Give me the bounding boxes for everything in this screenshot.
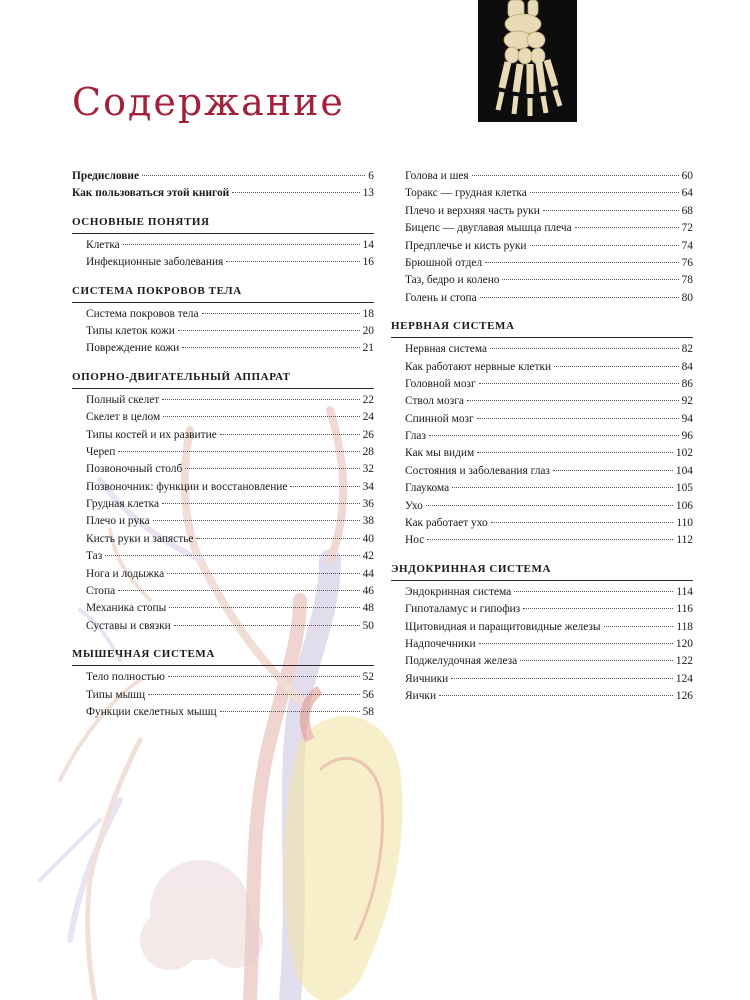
leader-dots [491, 522, 674, 523]
toc-entry-label: Грудная клетка [86, 498, 160, 511]
toc-entry-label: Состояния и заболевания глаз [405, 464, 550, 477]
toc-page-number: 72 [681, 222, 693, 235]
toc-entry[interactable] [72, 392, 374, 409]
page-title: Содержание [72, 80, 345, 124]
toc-page-number: 106 [675, 499, 693, 512]
leader-dots [290, 486, 359, 487]
toc-entry-label: Суставы и связки [86, 619, 171, 632]
toc-entry[interactable] [391, 238, 693, 255]
foot-skeleton-image [478, 0, 577, 122]
toc-page-number: 24 [362, 411, 374, 424]
toc-page-number: 32 [362, 463, 374, 476]
toc-page-number: 94 [681, 412, 693, 425]
toc-entry-label: Бицепс — двуглавая мышца плеча [405, 222, 572, 235]
toc-entry-label: Позвоночник: функции и восстановление [86, 480, 288, 493]
leader-dots [554, 366, 679, 367]
toc-page-number: 96 [681, 430, 693, 443]
leader-dots [123, 244, 360, 245]
toc-entry-label: Брюшной отдел [405, 256, 483, 269]
toc-entry[interactable] [72, 444, 374, 461]
toc-entry[interactable] [391, 515, 693, 532]
toc-entry[interactable] [391, 203, 693, 220]
toc-page-number: 114 [676, 585, 693, 598]
leader-dots [604, 626, 674, 627]
toc-entry-label: Механика стопы [86, 602, 167, 615]
toc-page-number: 58 [362, 705, 374, 718]
toc-entry[interactable] [391, 532, 693, 549]
toc-page-number: 92 [681, 395, 693, 408]
leader-dots [479, 383, 679, 384]
leader-dots [178, 330, 360, 331]
leader-dots [530, 245, 679, 246]
toc-entry-label: Головной мозг [405, 377, 476, 390]
toc-section [72, 284, 374, 358]
toc-entry-label: Таз, бедро и колено [405, 274, 500, 287]
toc-entry-label: Глаз [405, 430, 426, 443]
leader-dots [202, 313, 360, 314]
toc-entry[interactable] [72, 704, 374, 721]
toc-entry[interactable] [72, 600, 374, 617]
toc-right-column [391, 168, 693, 706]
leader-dots [530, 192, 679, 193]
toc-entry[interactable] [391, 671, 693, 688]
toc-entry[interactable] [72, 548, 374, 565]
leader-dots [118, 590, 359, 591]
toc-left-column [72, 168, 374, 721]
leader-dots [148, 694, 360, 695]
toc-section [72, 370, 374, 635]
toc-entry[interactable] [72, 185, 374, 202]
toc-entry-label: Яички [405, 690, 437, 703]
toc-page-number: 34 [362, 480, 374, 493]
toc-entry-label: Гипоталамус и гипофиз [405, 603, 521, 616]
toc-entry-label: Предплечье и кисть руки [405, 239, 527, 252]
toc-page-number: 44 [362, 567, 374, 580]
toc-entry[interactable] [391, 185, 693, 202]
toc-entry[interactable] [391, 498, 693, 515]
leader-dots [105, 555, 359, 556]
toc-page-number: 60 [681, 170, 693, 182]
toc-entry-label: Эндокринная система [405, 585, 512, 598]
leader-dots [575, 227, 679, 228]
leader-dots [452, 487, 673, 488]
leader-dots [153, 520, 360, 521]
leader-dots [168, 676, 360, 677]
toc-page-number: 122 [675, 655, 693, 668]
toc-entry[interactable] [391, 376, 693, 393]
toc-page-number: 48 [362, 602, 374, 615]
toc-entry[interactable] [72, 340, 374, 357]
toc-entry-label: Функции скелетных мышц [86, 705, 217, 718]
leader-dots [196, 538, 359, 539]
toc-page-number: 16 [362, 256, 374, 269]
toc-entry[interactable] [72, 237, 374, 254]
leader-dots [167, 573, 359, 574]
leader-dots [429, 435, 679, 436]
toc-page-number: 124 [675, 672, 693, 685]
section-heading: МЫШЕЧНАЯ СИСТЕМА [72, 647, 374, 666]
toc-entry[interactable] [391, 341, 693, 358]
toc-continued-list [391, 168, 693, 307]
toc-page-number: 22 [362, 393, 374, 406]
toc-page-number: 84 [681, 360, 693, 373]
toc-entry[interactable] [72, 687, 374, 704]
toc-entry[interactable] [72, 427, 374, 444]
section-heading: СИСТЕМА ПОКРОВОВ ТЕЛА [72, 284, 374, 303]
toc-entry[interactable] [391, 411, 693, 428]
toc-entry[interactable] [391, 601, 693, 618]
toc-page-number: 74 [681, 239, 693, 252]
toc-entry-label: Спинной мозг [405, 412, 474, 425]
leader-dots [439, 695, 673, 696]
leader-dots [118, 451, 359, 452]
toc-entry-label: Нога и лодыжка [86, 567, 165, 580]
toc-page-number: 42 [362, 550, 374, 563]
toc-entry[interactable] [391, 445, 693, 462]
leader-dots [490, 348, 679, 349]
toc-entry-label: Плечо и верхняя часть руки [405, 204, 540, 217]
leader-dots [185, 468, 359, 469]
leader-dots [220, 711, 360, 712]
toc-page-number: 26 [362, 428, 374, 441]
toc-page-number: 18 [362, 307, 374, 320]
toc-entry-label: Как работают нервные клетки [405, 360, 552, 373]
toc-entry[interactable] [391, 272, 693, 289]
leader-dots [543, 210, 679, 211]
toc-entry-label: Позвоночный столб [86, 463, 183, 476]
leader-dots [480, 297, 679, 298]
leader-dots [174, 625, 360, 626]
leader-dots [477, 452, 673, 453]
toc-entry[interactable] [72, 461, 374, 478]
toc-entry[interactable] [72, 496, 374, 513]
toc-page-number: 110 [676, 517, 693, 530]
toc-page-number: 38 [362, 515, 374, 528]
toc-entry-label: Торакс — грудная клетка [405, 187, 527, 200]
leader-dots [514, 591, 673, 592]
toc-entry[interactable] [391, 463, 693, 480]
leader-dots [427, 539, 673, 540]
leader-dots [232, 192, 359, 193]
toc-entry[interactable] [391, 636, 693, 653]
toc-section [72, 647, 374, 721]
toc-entry[interactable] [391, 359, 693, 376]
leader-dots [553, 470, 673, 471]
toc-entry-label: Полный скелет [86, 393, 160, 406]
toc-page-number: 78 [681, 274, 693, 287]
leader-dots [472, 175, 679, 176]
toc-entry[interactable] [72, 583, 374, 600]
toc-page-number: 76 [681, 256, 693, 269]
toc-page-number: 112 [676, 534, 693, 547]
toc-entry-label: Голова и шея [405, 170, 469, 182]
toc-entry[interactable] [391, 584, 693, 601]
toc-entry[interactable] [72, 168, 374, 185]
toc-page-number: 40 [362, 532, 374, 545]
toc-page-number: 50 [362, 619, 374, 632]
leader-dots [163, 416, 359, 417]
toc-entry-label: Типы клеток кожи [86, 324, 175, 337]
toc-page-number: 120 [675, 637, 693, 650]
toc-page-number: 36 [362, 498, 374, 511]
leader-dots [162, 399, 359, 400]
toc-page-number: 28 [362, 445, 374, 458]
leader-dots [451, 678, 673, 679]
toc-entry-label: Яичники [405, 672, 449, 685]
toc-page-number: 20 [362, 324, 374, 337]
section-heading: ОСНОВНЫЕ ПОНЯТИЯ [72, 215, 374, 234]
toc-entry-label: Стопа [86, 585, 116, 598]
toc-page-number: 80 [681, 291, 693, 304]
toc-page-number: 86 [681, 377, 693, 390]
toc-entry-label: Надпочечники [405, 637, 476, 650]
toc-page-number: 104 [675, 464, 693, 477]
toc-page-number: 105 [675, 482, 693, 495]
toc-page-number: 102 [675, 447, 693, 460]
section-heading: НЕРВНАЯ СИСТЕМА [391, 319, 693, 338]
toc-page-number: 14 [362, 238, 374, 251]
toc-entry[interactable] [391, 220, 693, 237]
toc-entry-label: Тело полностью [86, 671, 165, 684]
toc-page-number: 46 [362, 585, 374, 598]
toc-entry[interactable] [391, 168, 693, 185]
toc-entry-label: Щитовидная и паращитовидные железы [405, 620, 601, 633]
toc-entry-label: Повреждение кожи [86, 342, 180, 355]
toc-entry[interactable] [391, 688, 693, 705]
leader-dots [169, 607, 359, 608]
toc-page-number: 118 [676, 620, 693, 633]
toc-page-number: 116 [676, 603, 693, 616]
toc-entry-label: Глаукома [405, 482, 450, 495]
toc-page-number: 6 [368, 170, 374, 182]
toc-entry[interactable] [72, 513, 374, 530]
toc-entry[interactable] [72, 323, 374, 340]
toc-entry[interactable] [72, 479, 374, 496]
toc-entry[interactable] [72, 566, 374, 583]
toc-entry-label: Кисть руки и запястье [86, 532, 194, 545]
toc-section [391, 319, 693, 550]
toc-entry[interactable] [72, 409, 374, 426]
toc-entry-label: Нервная система [405, 343, 488, 356]
leader-dots [502, 279, 678, 280]
toc-entry-label: Скелет в целом [86, 411, 161, 424]
toc-entry[interactable] [391, 393, 693, 410]
leader-dots [142, 175, 365, 176]
toc-entry[interactable] [391, 653, 693, 670]
toc-entry-label: Типы костей и их развитие [86, 428, 217, 441]
toc-entry-label: Как пользоваться этой книгой [72, 187, 230, 200]
toc-entry-label: Типы мышц [86, 688, 146, 701]
leader-dots [220, 434, 360, 435]
toc-page-number: 52 [362, 671, 374, 684]
toc-page-number: 21 [362, 342, 374, 355]
toc-page-number: 64 [681, 187, 693, 200]
toc-page-number: 82 [681, 343, 693, 356]
toc-entry[interactable] [72, 669, 374, 686]
toc-entry-label: Поджелудочная железа [405, 655, 518, 668]
toc-entry-label: Плечо и рука [86, 515, 150, 528]
toc-page-number: 56 [362, 688, 374, 701]
toc-entry[interactable] [72, 254, 374, 271]
toc-page-number: 13 [362, 187, 374, 200]
leader-dots [182, 347, 359, 348]
toc-entry[interactable] [72, 306, 374, 323]
toc-section [391, 562, 693, 706]
leader-dots [426, 505, 673, 506]
section-heading: ЭНДОКРИННАЯ СИСТЕМА [391, 562, 693, 581]
toc-intro-list [72, 168, 374, 203]
leader-dots [523, 608, 673, 609]
toc-section [72, 215, 374, 272]
toc-page-number: 126 [675, 690, 693, 703]
toc-entry[interactable] [391, 619, 693, 636]
toc-entry[interactable] [72, 531, 374, 548]
section-heading: ОПОРНО-ДВИГАТЕЛЬНЫЙ АППАРАТ [72, 370, 374, 389]
leader-dots [162, 503, 360, 504]
toc-entry[interactable] [391, 255, 693, 272]
toc-entry-label: Как мы видим [405, 447, 475, 460]
toc-entry-label: Как работает ухо [405, 517, 488, 530]
toc-entry-label: Ухо [405, 499, 423, 512]
toc-page-number: 68 [681, 204, 693, 217]
toc-entry-label: Нос [405, 534, 425, 547]
toc-entry-label: Ствол мозга [405, 395, 464, 408]
toc-entry[interactable] [391, 290, 693, 307]
leader-dots [477, 418, 679, 419]
leader-dots [520, 660, 673, 661]
toc-entry[interactable] [391, 428, 693, 445]
leader-dots [467, 400, 679, 401]
toc-entry-label: Голень и стопа [405, 291, 477, 304]
toc-entry[interactable] [391, 480, 693, 497]
leader-dots [479, 643, 673, 644]
leader-dots [226, 261, 359, 262]
toc-entry-label: Череп [86, 445, 116, 458]
toc-entry-label: Система покровов тела [86, 307, 199, 320]
toc-entry-label: Клетка [86, 238, 120, 251]
toc-entry-label: Таз [86, 550, 103, 563]
toc-entry-label: Предисловие [72, 170, 140, 182]
toc-entry[interactable] [72, 618, 374, 635]
leader-dots [485, 262, 678, 263]
toc-entry-label: Инфекционные заболевания [86, 256, 224, 269]
